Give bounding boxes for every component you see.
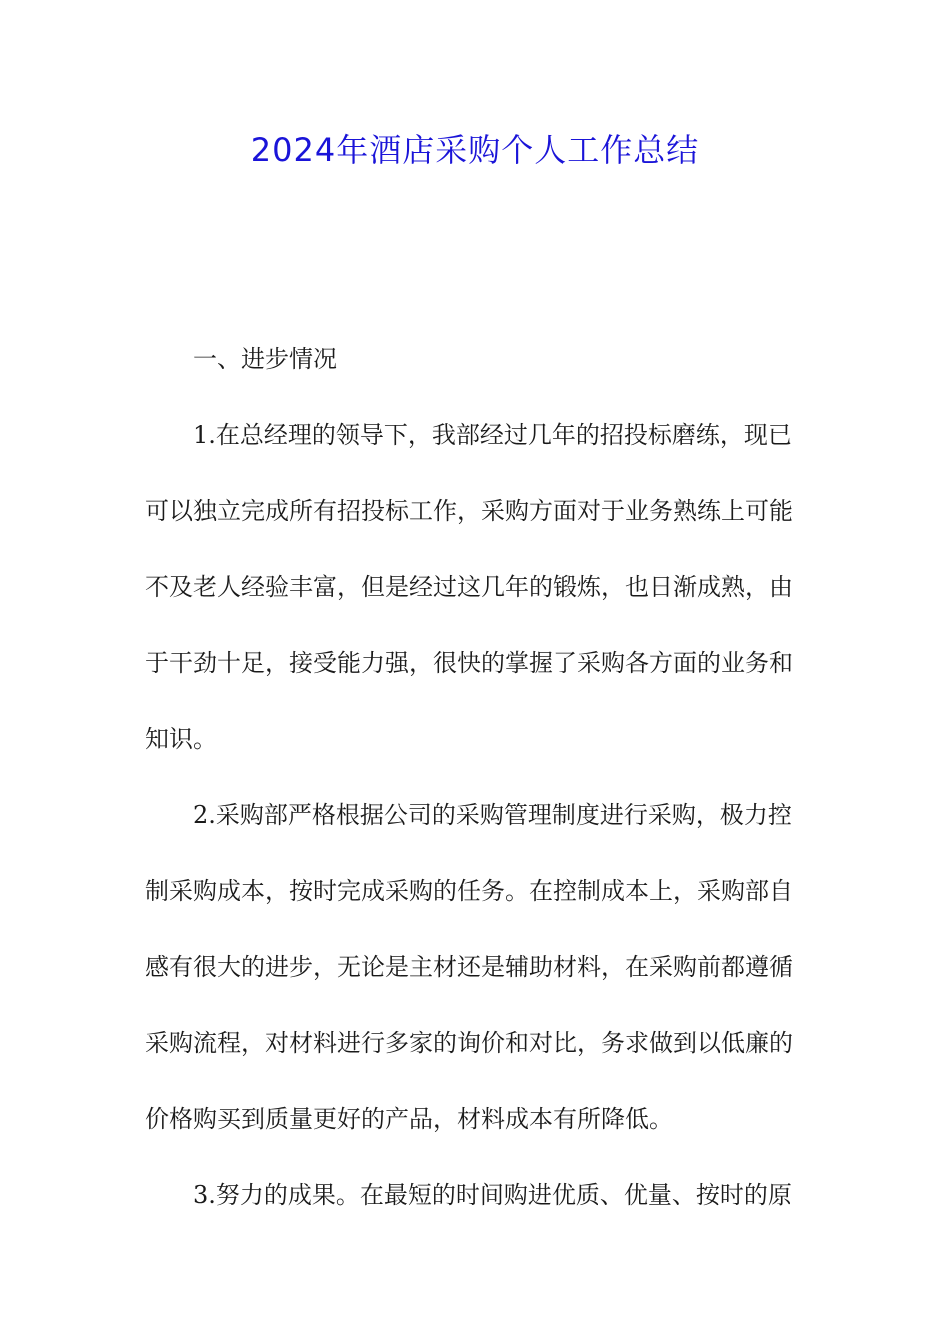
paragraph-2-line-5: 价格购买到质量更好的产品，材料成本有所降低。 xyxy=(145,1105,673,1133)
paragraph-2-line-3: 感有很大的进步，无论是主材还是辅助材料，在采购前都遵循 xyxy=(145,953,793,981)
paragraph-3-line-1: 3.努力的成果。在最短的时间购进优质、优量、按时的原 xyxy=(193,1181,792,1209)
paragraph-1-line-3: 不及老人经验丰富，但是经过这几年的锻炼，也日渐成熟，由 xyxy=(145,573,793,601)
paragraph-1-line-4: 于干劲十足，接受能力强，很快的掌握了采购各方面的业务和 xyxy=(145,649,793,677)
paragraph-1-line-1: 1.在总经理的领导下，我部经过几年的招投标磨练，现已 xyxy=(193,421,792,449)
document-title: 2024年酒店采购个人工作总结 xyxy=(250,131,700,169)
paragraph-1-line-2: 可以独立完成所有招投标工作，采购方面对于业务熟练上可能 xyxy=(145,497,793,525)
document-body xyxy=(145,338,805,1250)
paragraph-2-line-4: 采购流程，对材料进行多家的询价和对比，务求做到以低廉的 xyxy=(145,1029,793,1057)
section-heading: 一、进步情况 xyxy=(193,345,337,373)
paragraph-1-line-5: 知识。 xyxy=(145,725,217,753)
paragraph-2-line-2: 制采购成本，按时完成采购的任务。在控制成本上，采购部自 xyxy=(145,877,793,905)
paragraph-2-line-1: 2.采购部严格根据公司的采购管理制度进行采购，极力控 xyxy=(193,801,792,829)
